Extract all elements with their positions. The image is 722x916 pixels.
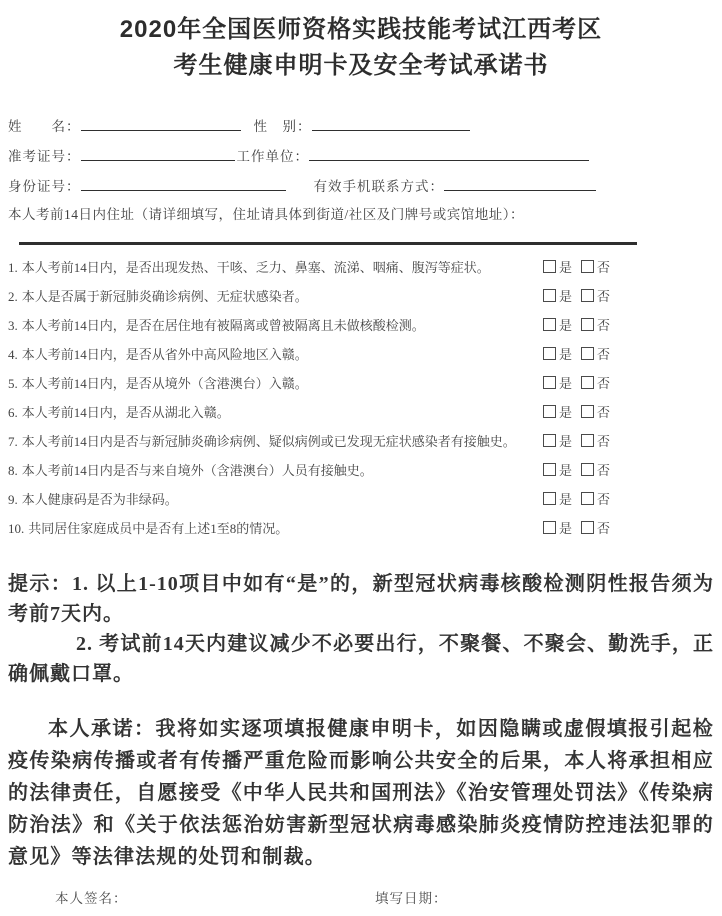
yes-no-options (543, 253, 619, 282)
no-checkbox (581, 463, 594, 476)
yes-no-options (543, 485, 619, 514)
gender-label: 性 别： (253, 119, 312, 134)
yes-no-options (543, 282, 619, 311)
no-label: 否 (597, 318, 611, 333)
checklist-item-8 (8, 456, 722, 485)
checklist-item-4 (8, 340, 722, 369)
no-checkbox (581, 405, 594, 418)
notice-paragraph-2: 2. 考试前14天内建议减少不必要出行，不聚餐、不聚会、勤洗手，正确佩戴口罩。 (8, 633, 714, 685)
no-option (581, 376, 610, 391)
gender-blank-line (312, 116, 470, 131)
checklist-item-text: 9. 本人健康码是否为非绿码。 (8, 492, 178, 507)
no-option (581, 289, 610, 304)
no-option (581, 463, 610, 478)
yes-option (543, 260, 572, 275)
no-checkbox (581, 492, 594, 505)
checklist-item-2 (8, 282, 722, 311)
yes-no-options (543, 311, 619, 340)
form-row-admitno-workunit (8, 142, 722, 172)
yes-checkbox (543, 521, 556, 534)
work-unit-label: 工作单位： (236, 149, 309, 164)
health-checklist (0, 253, 722, 543)
yes-label: 是 (559, 347, 573, 362)
yes-label: 是 (559, 318, 573, 333)
no-label: 否 (597, 347, 611, 362)
no-label: 否 (597, 405, 611, 420)
checklist-item-3 (8, 311, 722, 340)
yes-option (543, 376, 572, 391)
yes-no-options (543, 340, 619, 369)
no-option (581, 521, 610, 536)
work-unit-blank-line (309, 146, 589, 161)
name-label: 姓 名： (8, 119, 81, 134)
phone-blank-line (444, 176, 596, 191)
no-label: 否 (597, 492, 611, 507)
yes-no-options (543, 369, 619, 398)
checklist-item-text: 6. 本人考前14日内，是否从湖北入赣。 (8, 405, 230, 420)
applicant-info-section (0, 112, 722, 228)
checklist-item-text: 3. 本人考前14日内，是否在居住地有被隔离或曾被隔离且未做核酸检测。 (8, 318, 425, 333)
checklist-item-9 (8, 485, 722, 514)
checklist-item-text: 8. 本人考前14日内是否与来自境外（含港澳台）人员有接触史。 (8, 463, 373, 478)
checklist-item-5 (8, 369, 722, 398)
checklist-item-text: 1. 本人考前14日内，是否出现发热、干咳、乏力、鼻塞、流涕、咽痛、腹泻等症状。 (8, 260, 490, 275)
yes-label: 是 (559, 463, 573, 478)
commitment-paragraph: 本人承诺：我将如实逐项填报健康申明卡，如因隐瞒或虚假填报引起检疫传染病传播或者有传播严重危险而影响公共安全的后果，本人将承担相应的法律责任，自愿接受《中华人民共和国刑法》《治安管理处罚法》《传染病防治法》和《关于依法惩治妨害新型冠状病毒感染肺炎疫情防控违法犯罪的意见》等法律法规的处罚和制裁。 (8, 718, 714, 868)
no-label: 否 (597, 521, 611, 536)
yes-checkbox (543, 318, 556, 331)
yes-checkbox (543, 463, 556, 476)
yes-label: 是 (559, 492, 573, 507)
yes-checkbox (543, 405, 556, 418)
id-no-label: 身份证号： (8, 179, 81, 194)
notice-paragraph-1: 提示：1. 以上1-10项目中如有“是”的，新型冠状病毒核酸检测阴性报告须为考前7天内。 (8, 573, 714, 625)
no-checkbox (581, 260, 594, 273)
date-label: 填写日期： (375, 891, 448, 906)
title-line-2: 考生健康申明卡及安全考试承诺书 (173, 52, 549, 79)
yes-option (543, 463, 572, 478)
no-checkbox (581, 318, 594, 331)
no-option (581, 492, 610, 507)
yes-checkbox (543, 347, 556, 360)
yes-option (543, 434, 572, 449)
no-checkbox (581, 521, 594, 534)
yes-option (543, 492, 572, 507)
no-option (581, 405, 610, 420)
phone-label: 有效手机联系方式： (313, 179, 444, 194)
no-checkbox (581, 289, 594, 302)
yes-label: 是 (559, 434, 573, 449)
yes-label: 是 (559, 376, 573, 391)
yes-option (543, 318, 572, 333)
yes-checkbox (543, 434, 556, 447)
no-label: 否 (597, 260, 611, 275)
no-option (581, 347, 610, 362)
notice-section (0, 569, 722, 689)
yes-checkbox (543, 260, 556, 273)
checklist-item-10 (8, 514, 722, 543)
form-row-name-gender (8, 112, 722, 142)
no-label: 否 (597, 289, 611, 304)
checklist-item-text: 2. 本人是否属于新冠肺炎确诊病例、无症状感染者。 (8, 289, 308, 304)
yes-option (543, 289, 572, 304)
no-checkbox (581, 434, 594, 447)
signature-label: 本人签名： (55, 891, 128, 906)
yes-label: 是 (559, 260, 573, 275)
yes-no-options (543, 427, 619, 456)
no-label: 否 (597, 434, 611, 449)
yes-no-options (543, 456, 619, 485)
yes-option (543, 521, 572, 536)
no-label: 否 (597, 463, 611, 478)
no-option (581, 318, 610, 333)
yes-label: 是 (559, 405, 573, 420)
no-label: 否 (597, 376, 611, 391)
yes-checkbox (543, 289, 556, 302)
admit-no-label: 准考证号： (8, 149, 81, 164)
admit-no-blank-line (81, 146, 235, 161)
yes-checkbox (543, 376, 556, 389)
yes-option (543, 405, 572, 420)
no-checkbox (581, 347, 594, 360)
address-blank-line (19, 242, 637, 245)
no-option (581, 260, 610, 275)
checklist-item-text: 4. 本人考前14日内，是否从省外中高风险地区入赣。 (8, 347, 308, 362)
checklist-item-6 (8, 398, 722, 427)
checklist-item-1 (8, 253, 722, 282)
yes-label: 是 (559, 289, 573, 304)
yes-no-options (543, 398, 619, 427)
no-checkbox (581, 376, 594, 389)
checklist-item-text: 5. 本人考前14日内，是否从境外（含港澳台）入赣。 (8, 376, 308, 391)
title-line-1: 2020年全国医师资格实践技能考试江西考区 (119, 16, 603, 43)
address-label: 本人考前14日内住址（请详细填写，住址请具体到街道/社区及门牌号或宾馆地址）： (8, 207, 524, 222)
form-row-idno-phone (8, 172, 722, 202)
yes-no-options (543, 514, 619, 543)
checklist-item-text: 10. 共同居住家庭成员中是否有上述1至8的情况。 (8, 521, 289, 536)
checklist-item-text: 7. 本人考前14日内是否与新冠肺炎确诊病例、疑似病例或已发现无症状感染者有接触史。 (8, 434, 516, 449)
checklist-item-7 (8, 427, 722, 456)
no-option (581, 434, 610, 449)
name-blank-line (81, 116, 241, 131)
signature-row (0, 887, 722, 909)
yes-checkbox (543, 492, 556, 505)
id-no-blank-line (81, 176, 286, 191)
yes-option (543, 347, 572, 362)
yes-label: 是 (559, 521, 573, 536)
document-title (0, 12, 722, 84)
